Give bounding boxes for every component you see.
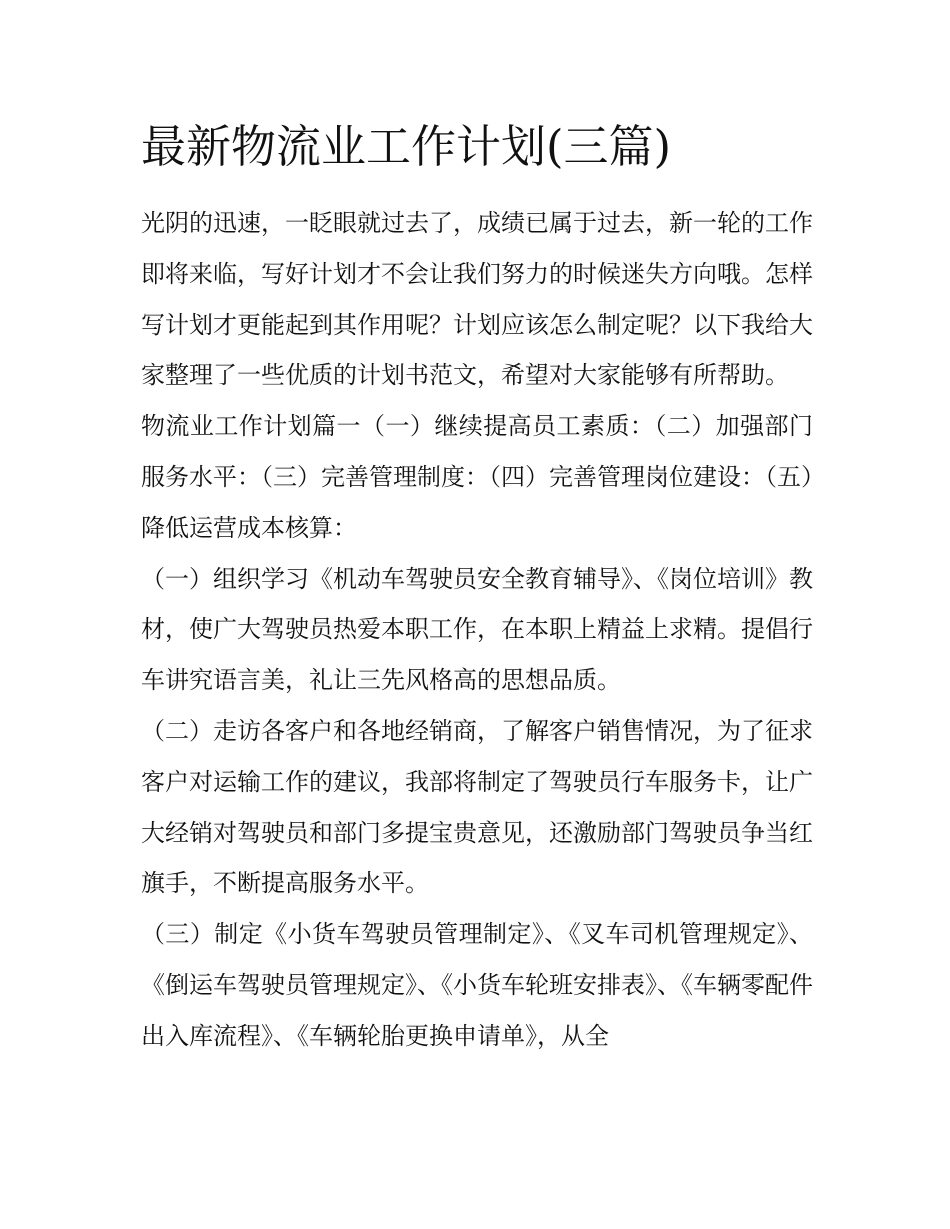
paragraph-item-3: （三）制定《小货车驾驶员管理制定》、《叉车司机管理规定》、《倒运车驾驶员管理规定》、《小货车轮班安排表》、《车辆零配件出入库流程》、《车辆轮胎更换申请单》，从全	[141, 920, 813, 1050]
paragraph-item-2: （二）走访各客户和各地经销商，了解客户销售情况，为了征求客户对运输工作的建议，我部将制定了驾驶员行车服务卡，让广大经销对驾驶员和部门多提宝贵意见，还激励部门驾驶员争当红旗手，不断提高服务水平。	[141, 716, 813, 898]
document-body	[141, 198, 813, 1062]
paragraph-item-1: （一）组织学习《机动车驾驶员安全教育辅导》、《岗位培训》教材，使广大驾驶员热爱本职工作，在本职上精益上求精。提倡行车讲究语言美，礼让三先风格高的思想品质。	[141, 564, 813, 695]
paragraph-plan-outline: 物流业工作计划篇一（一）继续提高员工素质：（二）加强部门服务水平：（三）完善管理制度：（四）完善管理岗位建设：（五）降低运营成本核算：	[141, 412, 813, 542]
paragraph-intro: 光阴的迅速，一眨眼就过去了，成绩已属于过去，新一轮的工作即将来临，写好计划才不会让我们努力的时候迷失方向哦。怎样写计划才更能起到其作用呢？计划应该怎么制定呢？以下我给大家整理了一些优质的计划书范文，希望对大家能够有所帮助。	[141, 209, 813, 390]
document-title: 最新物流业工作计划(三篇)	[141, 120, 672, 173]
